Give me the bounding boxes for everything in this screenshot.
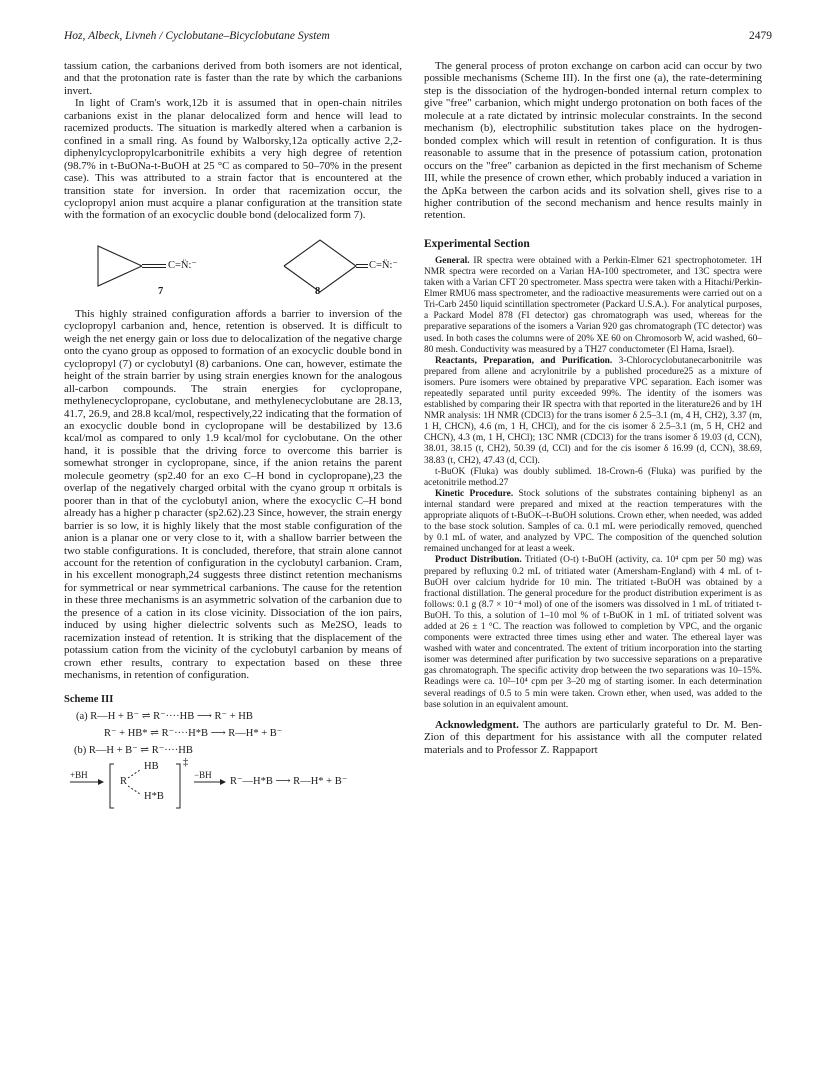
right-paragraph-1: The general process of proton exchange on carbon acid can occur by two possible mechanisms (Scheme III). In the first one (a), the rate-determining step is the dissociation of the hydrogen-bonded internal return complex to give "free" carbanion, which might undergo protonation on both faces of the molecule at a rate dictated by intrinsic molecular constraints. In the second mechanism (b), electrophilic substitution takes place on the hydrogen-bonded complex which will result in retention of configuration. It is thus reasonable to assume that in the presence of potassium cation, protonation occurs on the "free" carbanion as depicted in the first mechanism of Scheme III, while the presence of crown ether, which probably induced a variation in the ΔpKa between the carbon acids and its solvation shell, gives rise to a higher contribution of the second mechanism and hence results mainly in retention. [424,60,762,222]
running-title: Hoz, Albeck, Livneh / Cyclobutane–Bicyclobutane System [64,30,330,42]
cyclobutane-ring [284,240,356,292]
cyano-group-7: C=N̈:⁻ [168,259,197,271]
scheme-b-tail: R⁻—H*B ⟶ R—H* + B⁻ [230,776,348,788]
right-column [424,60,762,756]
reactants-text: 3-Chlorocyclobutanecarbonitrile was prepared from allene and acrylonitrile by a published procedure25 as a mixture of isomers. Pure isomers were obtained by preparative VPC separation. Each isomer was repeatedly separated until purity exceeded 99%. The identity of the isomers was established by comparing their IR spectra with that reported in the literature26 and by 1H NMR analysis: 1H NMR (CDCl3) for the trans isomer δ 2.5–3.1 (m, 4 H, CH2), 3.37 (m, 1 H, CHCN), 4.6 (m, 1 H, CHCl), and for the cis isomer δ 2.5–3.1 (m, 5 H, CH2 and CHCN), 4.3 (m, 1 H, CHCl); 13C NMR (CDCl3) for the trans isomer δ 19.03 (d, CCN), 38.01, 38.15 (t, CH2), 50.39 (d, CCl) and for the cis isomer δ 16.99 (d, CCN), 38.69, 38.83 (t, CH2), 47.43 (d, CCl). [424,355,763,466]
general-text: IR spectra were obtained with a Perkin-Elmer 621 spectrophotometer. 1H NMR spectra were recorded on a Varian HA-100 spectrometer, and 13C spectra were taken with a Varian CFT 20 spectrometer. Mass spectra were taken with a Hitachi/Perkin-Elmer RMU6 mass spectrometer, and the radioactive measurements were carried out on a Tri-Carb 2450 liquid scintillation spectrometer (Packard U.S.A.). For analytical purposes, a Packard Model 878 (FI detector) gas chromatograph was used, whereas for the preparative separations of the isomers a Varian 920 gas chromatograph (TC detector) was used. In both cases the columns were of 20% XE 60 on Chromosorb W, acid washed, 60–80 mesh. Conductivity was measured by a TH27 conductometer (El Hama, Israel). [424,255,762,355]
scheme-iii [64,693,402,812]
product-paragraph [424,555,762,710]
left-paragraph-3: This highly strained configuration affords a barrier to inversion of the cyclopropyl carbanion and, hence, retention is observed. It is difficult to weigh the net energy gain or loss due to delocalization of the negative charge onto the cyano group as opposed to formation of an exocyclic double bond in cyclopropyl (7) or cyclobutyl (8) carbanions. One can, however, estimate the height of the strain barrier by using strain energies known for the analogous all-carbon compounds. The strain energies for cyclopropane, methylenecyclopropane, cyclobutane, and methylenecyclobutane are 28.13, 41.7, 26.9, and 28.8 kcal/mol, respectively,22 indicating that the formation of an exocyclic double bond in cyclopropane will be destabilized by 13.6 kcal/mol as compared to only 1.9 kcal/mol for cyclobutane. On the other hand, it is possible that the driving force to overcome this barrier is somewhat stronger in cyclopropane, since, if the anion retains the parent molecule geometry (sp2.40 for an exo C–H bond in cyclopropane),23 the overlap of the negatively charged orbital with the cyano group π orbitals is poorer than in that of the cyclobutyl anion, where the exocyclic C–H bond already has a higher p character (sp2.62).23 Since, however, the strain energy barrier is so low, it is highly likely that the most stable configuration of the anion is a planar one or very close to it, with a shallow barrier between the two stable configurations. It is concluded, therefore, that strain alone cannot account for the retention of configuration in the cyclobutyl carbanion. Cram, in his excellent monograph,24 suggests three distinct retention mechanisms for symmetrical or near symmetrical carbanions. The cause for the retention in these three mechanisms is an asymmetric solvation of the carbanion due to the presence of a cation in its close vicinity. Dissociation of the ion pairs, induced by using higher dielectric solvents such as Me2SO, leads to racemization instead of retention. It is striking that the displacement of the potassium cation from the vicinity of the cyclobutyl carbanion by means of crown ether results, contrary to expectation based on these three mechanisms, in retention of configuration. [64,307,402,682]
section-title: Experimental Section [424,237,530,250]
page-number: 2479 [749,30,772,42]
scheme-b-hb: HB [144,761,159,773]
reactants-head: Reactants, Preparation, and Purification. [435,355,613,366]
left-paragraph-1: tassium cation, the carbanions derived from both isomers are not identical, and that the protonation rate is faster than the rate by which the carbanions invert. [64,60,402,97]
structures-7-8 [64,222,402,302]
ack-text: The authors are particularly grateful to Dr. M. Ben-Zion of this department for his assistance with all the computer related materials and to Professor Z. Rappaport [424,718,762,756]
kinetic-text: Stock solutions of the substrates containing biphenyl as an internal standard were prepared and mixed at the reaction temperatures with the appropriate aliquots of t-BuOK–t-BuOH solutions. Crown ether, when needed, was added to the base stock solution. Samples of ca. 0.1 mL were periodically removed, quenched by 0.1 mL of water, and analyzed by VPC. The composition of the quenched solution remained unchanged for at least a week. [424,488,762,555]
product-head: Product Distribution. [435,555,522,566]
tbuok-paragraph: t-BuOK (Fluka) was doubly sublimed. 18-Crown-6 (Fluka) was purified by the acetonitrile method.27 [424,466,762,488]
scheme-title: Scheme III [64,694,114,706]
reactants-paragraph [424,356,762,467]
general-head: General. [435,255,470,266]
scheme-b-dagger: ‡ [183,757,189,769]
kinetic-paragraph [424,489,762,556]
scheme-b-r: R [120,776,128,788]
scheme-a-line-1: (a) R—H + B⁻ ⇌ R⁻····HB ⟶ R⁻ + HB [76,711,253,723]
cyano-group-8: C=N̈:⁻ [369,259,398,271]
acknowledgment-paragraph [424,719,762,756]
scheme-b-arrows [64,760,124,812]
structure-drawing [64,222,402,302]
plus-bh-label: +BH [70,770,88,781]
cyclopropane-ring [98,246,142,286]
minus-bh-label: −BH [194,770,212,781]
label-8: 8 [315,285,321,297]
scheme-b-line-2 [64,757,402,812]
kinetic-head: Kinetic Procedure. [435,488,514,499]
left-column [64,60,402,812]
scheme-b-hstarb: H*B [144,791,164,803]
left-paragraph-2: In light of Cram's work,12b it is assumed that in open-chain nitriles carbanions exist in the planar delocalized form and hence will lead to racemized products. The situation is markedly altered when a carbanion is confined in a small ring. As found by Walborsky,12a optically active 2,2-diphenylcyclopropylcarbonitrile exhibits a very high degree of retention (98.7% in t-BuONa-t-BuOH at 25 °C as compared to 50–70% in the present case). This was attributed to a strain factor that is encountered at the transition state for inversion. In order that racemization occur, the cyclopropyl anion must acquire a planar configuration at the transition state with the formation of an exocyclic double bond (delocalized form 7). [64,97,402,222]
scheme-b-line-1: (b) R—H + B⁻ ⇌ R⁻····HB [74,745,193,757]
scheme-a-line-2: R⁻ + HB* ⇌ R⁻····H*B ⟶ R—H* + B⁻ [104,728,283,740]
general-paragraph [424,256,762,356]
running-header [64,30,772,46]
scheme-b-arrow-2 [192,768,232,798]
experimental-body [424,256,762,711]
ack-head: Acknowledgment. [435,718,519,731]
product-text: Tritiated (O-t) t-BuOH (activity, ca. 10⁴ cpm per 50 mg) was prepared by refluxing 0.2 mL of tritiated water (Amersham-England) with 4 mL of t-BuOH over calcium hydride for 10 min. The tritiated t-BuOH was obtained by a fractional distillation. The general procedure for the product distribution experiment is as follows: 0.1 g (8.7 × 10⁻⁴ mol) of one of the isomers was dissolved in 1 mL of tritiated t-BuOH. To this, a solution of 1–10 mol % of t-BuOK in 1 mL of tritiated solvent was added at 26 ± 1 °C. The reaction was followed to completion by VPC, and the organic components were extracted three times using ether and water. The ethereal layer was washed with water and concentrated. The extent of tritium incorporation into the starting isomer was determined after purification by two successive separations on a preparative gas chromatograph. The specific activity drop between the two separations was 10–15%. Readings were ca. 10²–10⁴ cpm per 3–20 mg of starting isomer. In each determination several readings of 0.5 to 5 min were taken. Crown ether, when used, was added to the base solution in an equivalent amount. [424,555,762,710]
label-7: 7 [158,285,164,297]
